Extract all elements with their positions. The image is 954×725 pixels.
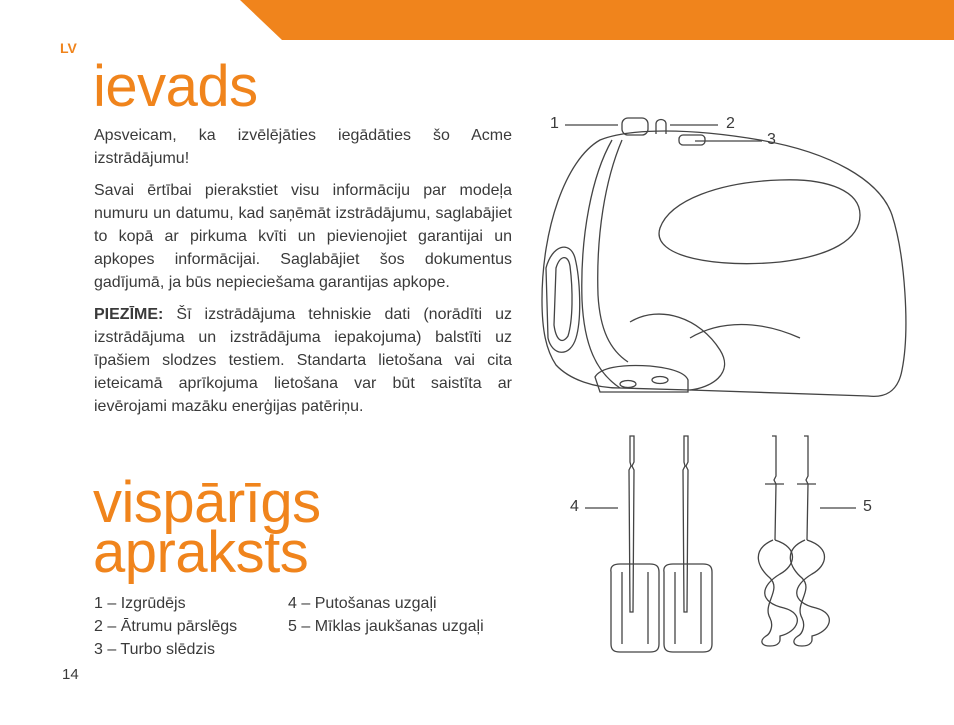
parts-list-right [288, 592, 484, 638]
callout-3: 3 [767, 131, 776, 148]
page-title: ievads [93, 54, 258, 119]
dough-hooks [758, 436, 829, 646]
callout-5: 5 [863, 498, 872, 515]
part-item-5: 5 – Mīklas jaukšanas uzgaļi [288, 618, 484, 635]
part-item-2: 2 – Ātrumu pārslēgs [94, 618, 238, 635]
part-item-4: 4 – Putošanas uzgaļi [288, 595, 437, 612]
intro-text [94, 124, 512, 427]
section-title-line-2: apraksts [93, 520, 309, 585]
beaters [611, 436, 712, 652]
language-code: LV [60, 40, 77, 56]
note-label: PIEZĪME: [94, 306, 164, 323]
part-item-1: 1 – Izgrūdējs [94, 595, 186, 612]
callout-2: 2 [726, 115, 735, 132]
callout-4: 4 [570, 498, 579, 515]
page-number: 14 [62, 666, 79, 683]
section-title [93, 470, 321, 585]
intro-paragraph-2: Savai ērtībai pierakstiet visu informāciju par modeļa numuru un datumu, kad saņēmāt izstrādājumu, saglabājiet to kopā ar pirkuma kvīti un pievienojiet garantijai un apkopes informācijai. Saglabājiet šos dokumentus gadījumā, ja būs nepieciešama garantijas apkope. [94, 182, 512, 291]
mixer-body [542, 131, 906, 396]
part-item-3: 3 – Turbo slēdzis [94, 641, 215, 658]
note-paragraph [94, 303, 512, 418]
parts-list-left [94, 592, 237, 661]
section-title-line-1: vispārīgs [93, 470, 321, 535]
callout-1: 1 [550, 115, 559, 132]
hand-mixer-illustration [530, 100, 930, 660]
note-text: Šī izstrādājuma tehniskie dati (norādīti uz izstrādājuma un izstrādājuma iepakojuma) balstīti uz īpašiem slodzes testiem. Standarta lietošana vai cita ieteicamā aprīkojuma lietošana var būt saistīta ar ievērojami mazāku enerģijas patēriņu. [94, 306, 512, 415]
top-accent-bar [0, 0, 954, 40]
intro-paragraph-1: Apsveicam, ka izvēlējāties iegādāties šo Acme izstrādājumu! [94, 127, 512, 167]
